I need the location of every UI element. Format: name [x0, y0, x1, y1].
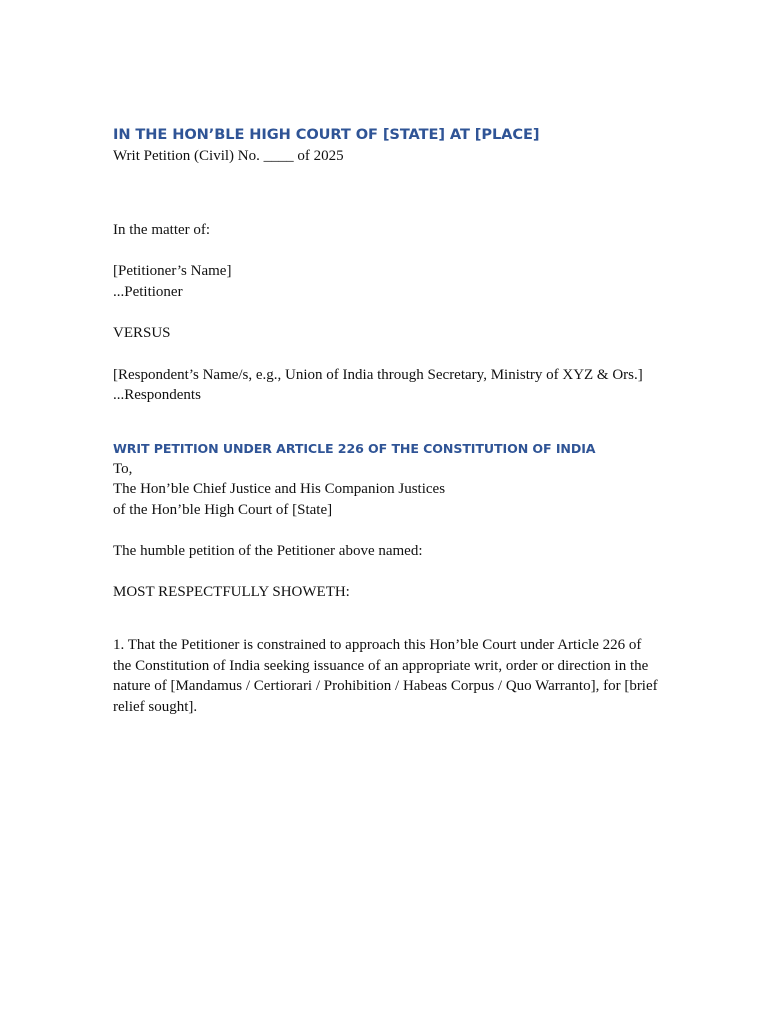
respondent-role: ...Respondents [113, 387, 201, 403]
petitioner-name: [Petitioner’s Name] [113, 263, 232, 279]
address-line-2: of the Hon’ble High Court of [State] [113, 501, 333, 518]
petition-number: Writ Petition (Civil) No. ____ of 2025 [113, 148, 344, 164]
matter-label: In the matter of: [113, 221, 211, 238]
showeth-label: MOST RESPECTFULLY SHOWETH: [113, 583, 350, 600]
address-to: To, [113, 460, 133, 477]
petitioner-role: ...Petitioner [113, 283, 183, 300]
court-heading: IN THE HON’BLE HIGH COURT OF [STATE] AT [PLACE] [113, 126, 540, 143]
humble-petition: The humble petition of the Petitioner above named: [113, 543, 423, 559]
versus-label: VERSUS [113, 325, 171, 341]
document-page [113, 124, 658, 717]
respondent-name: [Respondent’s Name/s, e.g., Union of India through Secretary, Ministry of XYZ & Ors.] [113, 366, 643, 383]
address-line-1: The Hon’ble Chief Justice and His Companion Justices [113, 481, 446, 497]
petition-title: WRIT PETITION UNDER ARTICLE 226 OF THE CONSTITUTION OF INDIA [113, 440, 596, 456]
paragraph-1: 1. That the Petitioner is constrained to approach this Hon’ble Court under Article 226 of the Constitution of India seeking issuance of an appropriate writ, order or direction in the nature of [Mandamus / Certiorari / Prohibition / Habeas Corpus / Quo Warranto], for [brief relief sought]. [113, 637, 658, 715]
